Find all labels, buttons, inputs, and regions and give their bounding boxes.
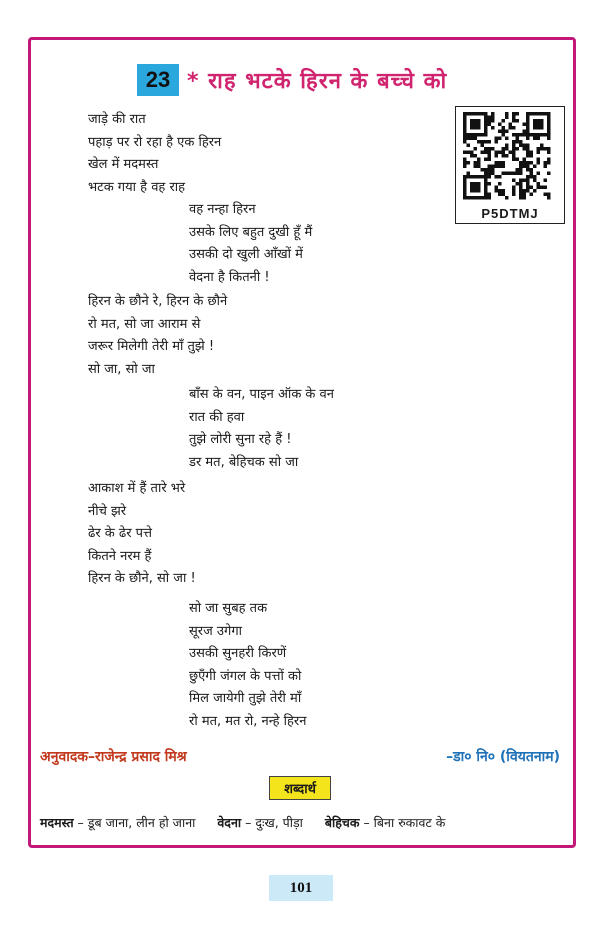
glossary-term: वेदना — [217, 815, 242, 830]
glossary-item — [217, 814, 303, 831]
poem-line: आकाश में हैं तारे भरे — [88, 481, 186, 496]
qr-icon — [463, 112, 559, 200]
stanza-1 — [88, 109, 221, 199]
poem-line: उसकी दो खुली आँखों में — [189, 247, 303, 263]
poem-line: जाड़े की रात — [88, 112, 146, 127]
glossary-term: बेहिचक — [324, 815, 360, 830]
poem-line: रो मत, सो जा आराम से — [88, 316, 201, 332]
qr-code-label: P5DTMJ — [481, 206, 539, 221]
poem-line: उसकी सुनहरी किरणें — [189, 646, 287, 662]
poem-line: हिरन के छौने रे, हिरन के छौने — [88, 294, 228, 309]
poem-line: वेदना है कितनी ! — [189, 269, 270, 285]
stanza-2 — [189, 199, 312, 289]
author-credit: –डा० नि० (वियतनाम) — [446, 749, 560, 765]
poem-line: वह नन्हा हिरन — [189, 202, 256, 217]
glossary-meaning: – डूब जाना, लीन हो जाना — [73, 815, 196, 830]
poem-line: सो जा सुबह तक — [189, 601, 268, 616]
poem-line: भटक गया है वह राह — [88, 179, 186, 195]
translator-credit: अनुवादक–राजेन्द्र प्रसाद मिश्र — [40, 749, 187, 765]
poem-line: उसके लिए बहुत दुखी हूँ मैं — [189, 224, 313, 240]
poem-line: बाँस के वन, पाइन ऑक के वन — [189, 387, 334, 402]
poem-line: डर मत, बेहिचक सो जा — [189, 454, 299, 470]
stanza-4 — [189, 384, 334, 474]
poem-line: ढेर के ढेर पत्ते — [88, 526, 153, 542]
chapter-title: * राह भटके हिरन के बच्चे को — [187, 69, 448, 94]
stanza-5 — [88, 478, 196, 591]
stanza-6 — [189, 598, 306, 734]
poem-line: छुएँगी जंगल के पत्तों को — [189, 668, 302, 684]
poem-line: सो जा, सो जा — [88, 361, 155, 377]
poem-line: कितने नरम हैं — [88, 548, 152, 564]
poem-line: नीचे झरे — [88, 503, 127, 519]
glossary-heading: शब्दार्थ — [269, 776, 331, 800]
page-number: 101 — [269, 875, 333, 901]
poem-line: पहाड़ पर रो रहा है एक हिरन — [88, 134, 222, 150]
qr-code[interactable] — [455, 106, 565, 224]
poem-line: मिल जायेगी तुझे तेरी माँ — [189, 691, 302, 707]
poem-line: खेल में मदमस्त — [88, 157, 159, 173]
glossary-item — [325, 814, 445, 831]
glossary-meaning: – बिना रुकावट के — [359, 815, 446, 830]
poem-line: तुझे लोरी सुना रहे हैं ! — [189, 432, 292, 448]
stanza-3 — [88, 291, 227, 381]
poem-line: जरूर मिलेगी तेरी माँ तुझे ! — [88, 339, 215, 355]
chapter-number: 23 — [137, 64, 179, 96]
chapter-header — [137, 63, 447, 97]
glossary-term: मदमस्त — [40, 815, 74, 830]
poem-line: सूरज उगेगा — [189, 623, 243, 639]
glossary-meaning: – दुःख, पीड़ा — [241, 815, 303, 830]
glossary-list — [40, 814, 445, 831]
poem-line: रात की हवा — [189, 409, 245, 425]
glossary-item — [40, 814, 195, 831]
poem-line: रो मत, मत रो, नन्हे हिरन — [189, 713, 307, 729]
poem-line: हिरन के छौने, सो जा ! — [88, 571, 196, 587]
